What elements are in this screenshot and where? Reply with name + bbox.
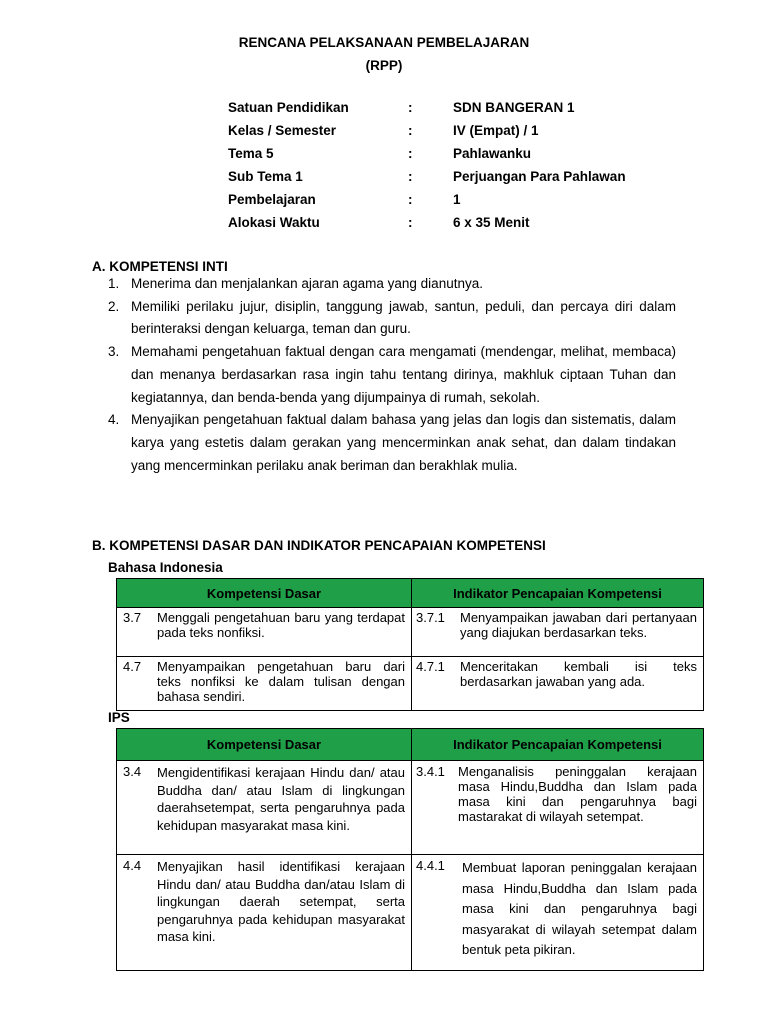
ips-label: IPS	[108, 710, 130, 725]
meta-label: Pembelajaran	[228, 192, 316, 207]
indikator-cell	[412, 608, 704, 657]
kd-code: 3.7	[123, 610, 142, 625]
meta-label: Sub Tema 1	[228, 169, 303, 184]
meta-colon: :	[408, 169, 413, 184]
table-row	[117, 855, 704, 971]
list-item	[108, 341, 676, 409]
bahasa-indonesia-label: Bahasa Indonesia	[108, 560, 223, 575]
meta-colon: :	[408, 146, 413, 161]
doc-title: RENCANA PELAKSANAAN PEMBELAJARAN	[238, 35, 530, 50]
meta-label: Alokasi Waktu	[228, 215, 320, 230]
kd-text: Menyampaikan pengetahuan baru dari teks nonfiksi ke dalam tulisan dengan bahasa sendiri.	[157, 659, 405, 704]
indikator-text: Menyampaikan jawaban dari pertanyaan yang diajukan berdasarkan teks.	[460, 610, 697, 640]
list-number: 1.	[108, 276, 120, 291]
indikator-text: Menganalisis peninggalan kerajaan masa Hindu,Buddha dan Islam pada masa kini dan pengaruhnya bagi mastarakat di wilayah setempat.	[458, 764, 697, 824]
meta-value: 1	[453, 192, 461, 207]
kd-text: Menyajikan hasil identifikasi kerajaan Hindu dan/ atau Buddha dan/atau Islam di lingkungan daerah setempat, serta pengaruhnya pada kehidupan masyarakat masa kini.	[157, 859, 405, 944]
table-header-row	[117, 579, 704, 608]
meta-colon: :	[408, 192, 413, 207]
kd-text: Mengidentifikasi kerajaan Hindu dan/ atau Buddha dan/ atau Islam di lingkungan daerahsetempat, serta pengaruhnya pada kehidupan masyarakat masa kini.	[157, 765, 405, 833]
meta-label: Tema 5	[228, 146, 274, 161]
table-row	[117, 657, 704, 711]
meta-colon: :	[408, 100, 413, 115]
doc-subtitle: (RPP)	[365, 58, 403, 73]
kd-text: Menggali pengetahuan baru yang terdapat pada teks nonfiksi.	[157, 610, 405, 640]
meta-value: SDN BANGERAN 1	[453, 100, 575, 115]
list-item	[108, 273, 676, 296]
section-a-heading: A. KOMPETENSI INTI	[92, 259, 228, 274]
meta-label: Satuan Pendidikan	[228, 100, 349, 115]
indikator-code: 4.7.1	[416, 659, 445, 674]
table-row	[117, 761, 704, 855]
section-b-heading: B. KOMPETENSI DASAR DAN INDIKATOR PENCAPAIAN KOMPETENSI	[92, 538, 546, 553]
table-row	[117, 608, 704, 657]
indikator-text: Membuat laporan peninggalan kerajaan masa Hindu,Buddha dan Islam pada masa kini dan pengaruhnya bagi masyarakat di wilayah setempat dalam bentuk peta pikiran.	[462, 860, 697, 957]
kd-cell	[117, 761, 412, 855]
ips-table	[116, 728, 704, 971]
col-header-kd: Kompetensi Dasar	[117, 729, 412, 761]
indikator-cell	[412, 855, 704, 971]
kd-code: 4.4	[123, 858, 142, 873]
indikator-text: Menceritakan kembali isi teks berdasarkan jawaban yang ada.	[460, 659, 697, 689]
indikator-code: 3.7.1	[416, 610, 445, 625]
meta-value: IV (Empat) / 1	[453, 123, 539, 138]
list-number: 3.	[108, 344, 120, 360]
meta-colon: :	[408, 123, 413, 138]
col-header-indikator: Indikator Pencapaian Kompetensi	[412, 579, 704, 608]
list-item	[108, 409, 676, 477]
list-item	[108, 296, 676, 341]
meta-value: Pahlawanku	[453, 146, 532, 161]
meta-colon: :	[408, 215, 413, 230]
meta-label: Kelas / Semester	[228, 123, 337, 138]
list-text: Menyajikan pengetahuan faktual dalam bahasa yang jelas dan logis dan sistematis, dalam karya yang estetis dalam gerakan yang mencerminkan anak sehat, dan dalam tindakan yang mencerminkan perilaku anak beriman dan berakhlak mulia.	[131, 412, 676, 473]
kd-cell	[117, 657, 412, 711]
table-header-row	[117, 729, 704, 761]
indikator-code: 4.4.1	[416, 858, 445, 873]
kd-code: 3.4	[123, 764, 142, 779]
kd-code: 4.7	[123, 659, 142, 674]
bahasa-indonesia-table	[116, 578, 704, 711]
indikator-cell	[412, 657, 704, 711]
list-number: 4.	[108, 412, 120, 428]
list-text: Menerima dan menjalankan ajaran agama yang dianutnya.	[131, 276, 483, 291]
list-text: Memiliki perilaku jujur, disiplin, tanggung jawab, santun, peduli, dan percaya diri dalam berinteraksi dengan keluarga, teman dan guru.	[131, 298, 676, 337]
meta-value: 6 x 35 Menit	[453, 215, 530, 230]
kd-cell	[117, 855, 412, 971]
meta-value: Perjuangan Para Pahlawan	[453, 169, 626, 184]
list-number: 2.	[108, 298, 120, 314]
col-header-kd: Kompetensi Dasar	[117, 579, 412, 608]
list-text: Memahami pengetahuan faktual dengan cara mengamati (mendengar, melihat, membaca) dan menanya berdasarkan rasa ingin tahu tentang dirinya, makhluk ciptaan Tuhan dan kegiatannya, dan benda-benda yang dijumpainya di rumah, sekolah.	[131, 344, 676, 405]
kd-cell	[117, 608, 412, 657]
kompetensi-inti-list	[108, 273, 676, 477]
indikator-cell	[412, 761, 704, 855]
col-header-indikator: Indikator Pencapaian Kompetensi	[412, 729, 704, 761]
indikator-code: 3.4.1	[416, 764, 445, 779]
